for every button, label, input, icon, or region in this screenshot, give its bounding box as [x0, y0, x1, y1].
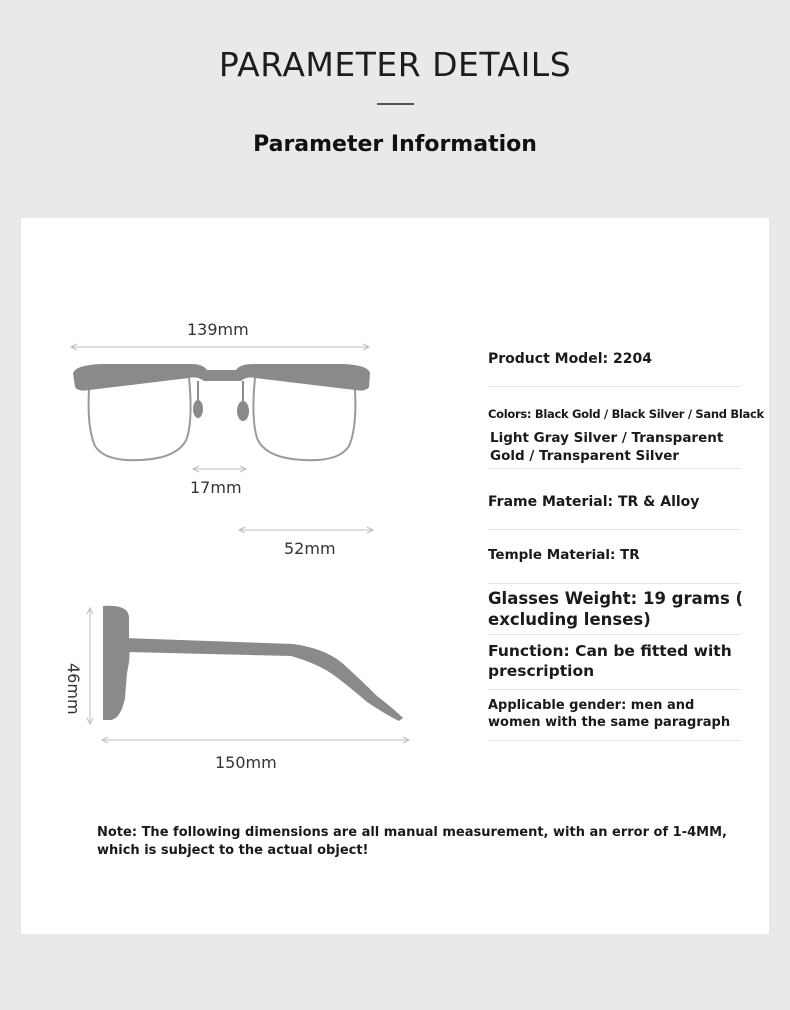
total-width-arrow [71, 344, 369, 350]
lens-width-arrow [239, 527, 373, 533]
spec-divider [488, 468, 740, 469]
spec-divider [488, 689, 740, 690]
spec-divider [488, 529, 740, 530]
spec-divider [488, 634, 740, 635]
bridge-label: 17mm [190, 478, 242, 497]
frame-brow [73, 364, 370, 391]
spec-weight-line2: excluding lenses) [488, 610, 651, 629]
spec-frame-material: Frame Material: TR & Alloy [488, 494, 700, 510]
side-lens [103, 606, 130, 720]
spec-colors-line1: Colors: Black Gold / Black Silver / Sand Black [488, 407, 764, 421]
note-line2: which is subject to the actual object! [97, 843, 369, 858]
lens-height-arrow [87, 608, 93, 724]
side-view-diagram [87, 606, 409, 743]
spec-function-line2: prescription [488, 662, 595, 680]
spec-divider [488, 583, 740, 584]
spec-colors-line2: Light Gray Silver / Transparent [490, 430, 724, 446]
total-width-label: 139mm [187, 320, 249, 339]
measurement-note [97, 824, 737, 860]
note-line1: Note: The following dimensions are all manual measurement, with an error of 1-4MM, [97, 825, 727, 840]
spec-divider [488, 386, 740, 387]
spec-colors-line3: Gold / Transparent Silver [490, 448, 680, 464]
lens-height-label: 46mm [64, 663, 83, 715]
side-temple [125, 638, 403, 721]
spec-weight-line1: Glasses Weight: 19 grams ( [488, 589, 744, 608]
spec-temple-material: Temple Material: TR [488, 547, 640, 563]
temple-length-label: 150mm [215, 753, 277, 772]
left-lens-rim [89, 378, 191, 460]
bridge-arrow [193, 466, 246, 472]
right-nose-pad [237, 401, 249, 421]
title-divider [377, 103, 414, 105]
spec-model: Product Model: 2204 [488, 351, 652, 367]
spec-gender-line2: women with the same paragraph [488, 715, 731, 730]
right-lens-rim [253, 378, 355, 460]
left-nose-pad [193, 400, 203, 418]
temple-length-arrow [102, 737, 409, 743]
lens-width-label: 52mm [284, 539, 336, 558]
page-subtitle: Parameter Information [253, 132, 537, 157]
spec-gender-line1: Applicable gender: men and [488, 698, 695, 713]
spec-function-line1: Function: Can be fitted with [488, 642, 732, 660]
parameter-card [21, 218, 769, 934]
page-title: PARAMETER DETAILS [218, 45, 572, 84]
spec-divider [488, 740, 740, 741]
